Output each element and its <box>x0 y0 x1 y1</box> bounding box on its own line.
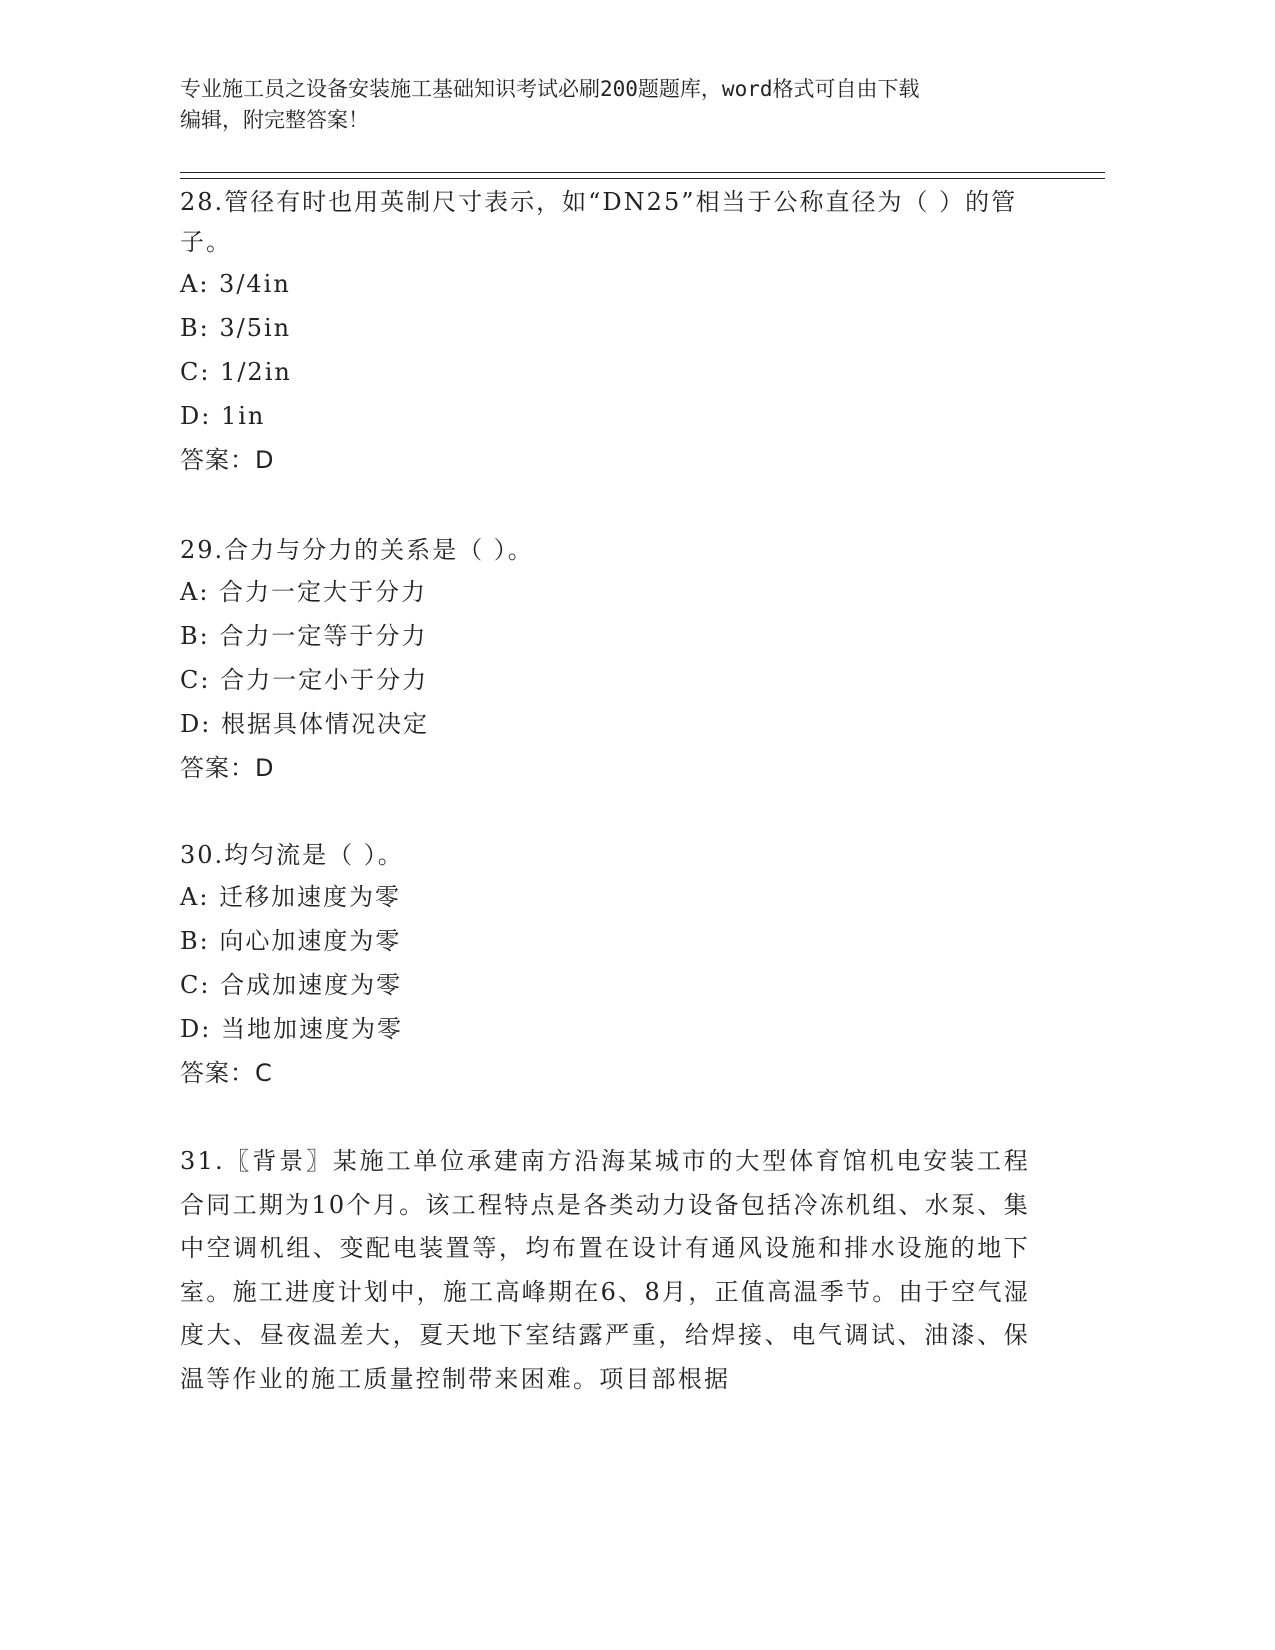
header-line-2: 编辑，附完整答案！ <box>180 108 369 132</box>
option-b: B: 3/5in <box>180 314 292 342</box>
header-line-1: 专业施工员之设备安装施工基础知识考试必刷200题题库，word格式可自由下载 <box>180 77 920 101</box>
answer-line: 答案：D <box>180 446 275 474</box>
question-stem: 31.〖背景〗某施工单位承建南方沿海某城市的大型体育馆机电安装工程合同工期为10个月。该工程特点是各类动力设备包括冷冻机组、水泵、集中空调机组、变配电装置等，均布置在设计有通风设施和排水设施的地下室。施工进度计划中，施工高峰期在6、8月，正值高温季节。由于空气湿度大、昼夜温差大，夏天地下室结露严重，给焊接、电气调试、油漆、保温等作业的施工质量控制带来困难。项目部根据 <box>180 1147 1030 1393</box>
option-b: B: 向心加速度为零 <box>180 927 402 955</box>
answer-line: 答案：C <box>180 1059 273 1087</box>
question-stem: 28.管径有时也用英制尺寸表示，如“DN25”相当于公称直径为（ ）的管子。 <box>180 188 1018 256</box>
header-divider-bottom <box>180 178 1105 179</box>
option-d: D: 1in <box>180 402 266 430</box>
question-stem: 29.合力与分力的关系是（ ）。 <box>180 536 534 564</box>
option-c: C: 1/2in <box>180 358 292 386</box>
document-header <box>180 74 1050 136</box>
question-29 <box>180 530 1050 790</box>
option-a: A: 迁移加速度为零 <box>180 883 402 911</box>
option-a: A: 3/4in <box>180 270 291 298</box>
question-31 <box>180 1140 1030 1402</box>
question-28 <box>180 182 1050 482</box>
option-b: B: 合力一定等于分力 <box>180 622 428 650</box>
option-c: C: 合成加速度为零 <box>180 971 403 999</box>
question-stem: 30.均匀流是（ ）。 <box>180 841 404 869</box>
option-c: C: 合力一定小于分力 <box>180 666 429 694</box>
option-d: D: 当地加速度为零 <box>180 1015 403 1043</box>
header-divider-top <box>180 172 1105 173</box>
option-a: A: 合力一定大于分力 <box>180 578 428 606</box>
answer-line: 答案：D <box>180 754 275 782</box>
option-d: D: 根据具体情况决定 <box>180 710 429 738</box>
question-30 <box>180 835 1050 1095</box>
